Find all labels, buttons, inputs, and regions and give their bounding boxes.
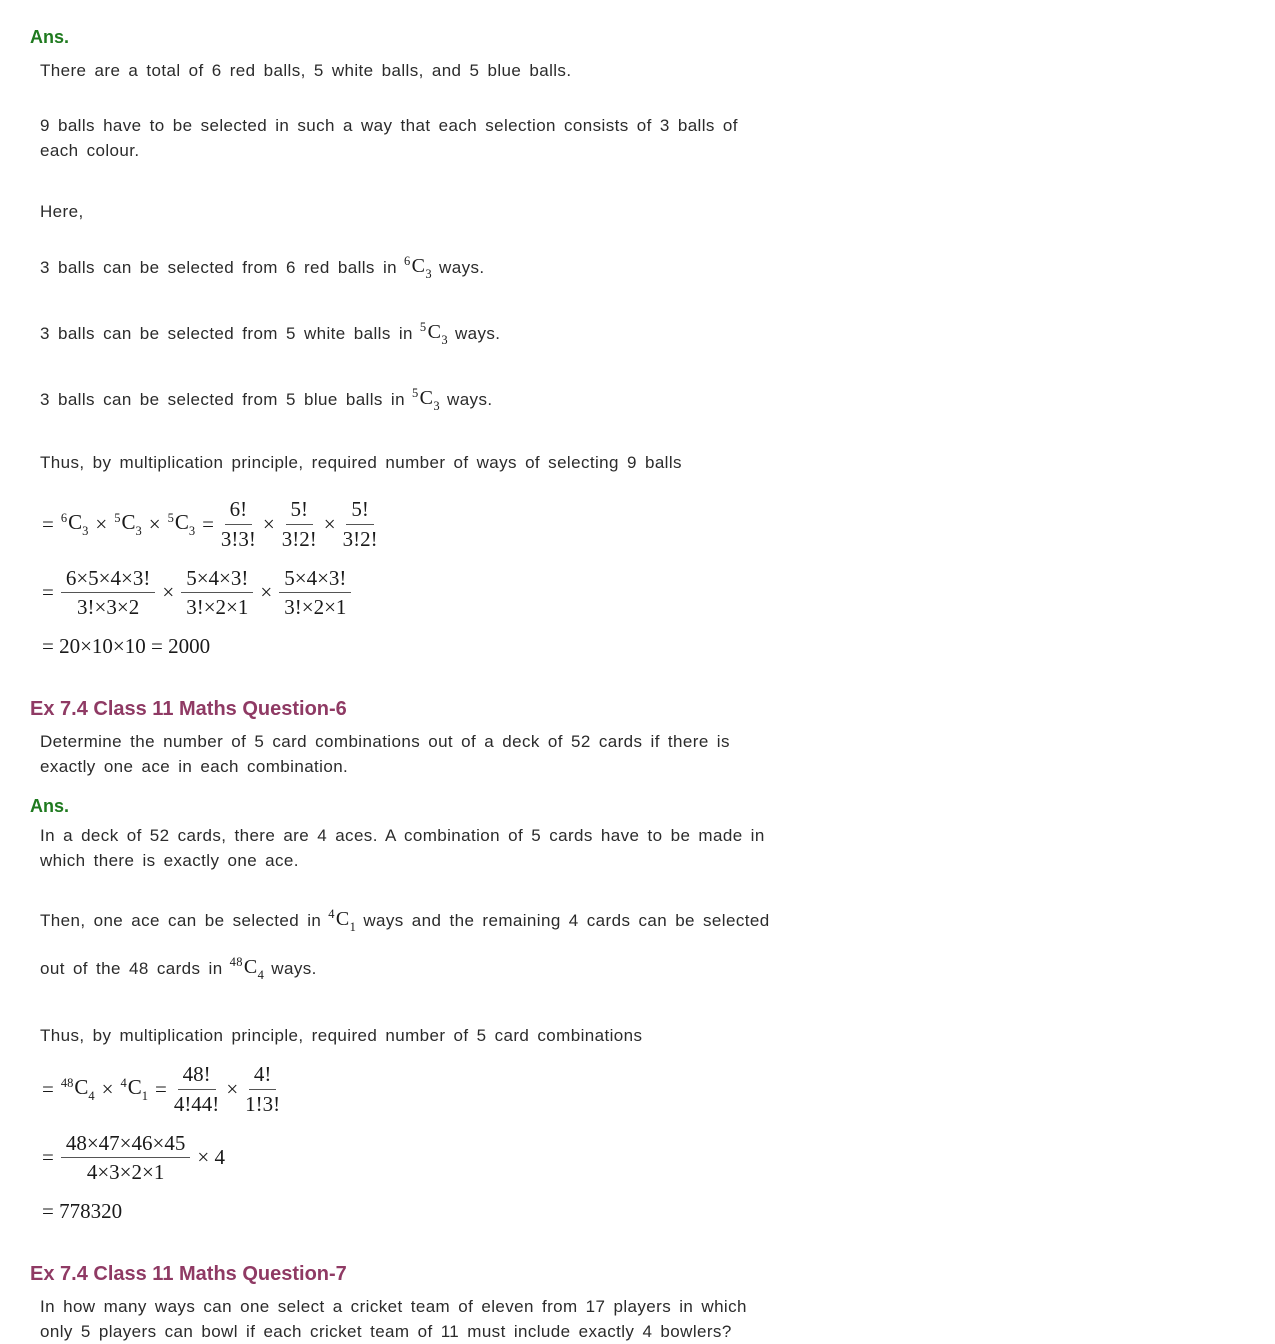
ncr-term: $^6C_3$ [60,509,89,538]
equals-sign: = [42,1145,54,1170]
equals-sign: = [42,511,54,536]
statement-text: Then, one ace can be selected in [40,911,322,931]
formula-result: = 20×10×10 = 2000 [42,634,211,659]
times-sign: × [101,1076,114,1101]
fraction: $\frac{5!}{3!2!}$ [281,497,317,551]
times-sign: × [95,511,108,536]
ncr-term: $^4C_1$ [120,1074,148,1103]
question-line: Determine the number of 5 card combinations out of a deck of 52 cards if there is [40,732,730,752]
question-text [40,729,1235,779]
answer-label: Ans. [30,27,70,47]
formula-line [42,497,1235,552]
equals-sign: = [42,1076,54,1101]
paragraph: There are a total of 6 red balls, 5 white balls, and 5 blue balls. [40,61,572,80]
fraction: $\frac{48\times 47\times 46\times 45}{4\times 3\times 2\times 1}$ [61,1131,191,1186]
ncr-term: $^5C_3$ [419,320,448,347]
formula-result: = 778320 [42,1199,123,1224]
ncr-term: $^{48}C_4$ [60,1074,95,1103]
question-text [40,1294,1235,1344]
equals-sign: = [42,580,54,605]
answer-label: Ans. [30,796,70,817]
statement-with-math [40,382,1235,418]
paragraph-line: each colour. [40,141,140,160]
times-sign: × [148,511,161,536]
paragraph [40,113,1235,163]
times-sign: × [162,580,175,605]
times-sign: × [260,580,273,605]
paragraph: Thus, by multiplication principle, required number of ways of selecting 9 balls [40,453,682,472]
ncr-term: $^5C_3$ [114,509,142,538]
paragraph-line: 9 balls have to be selected in such a way that each selection consists of 3 balls of [40,116,738,135]
statement-text: 3 balls can be selected from 5 white balls in [40,324,413,343]
statement-text: ways and the remaining 4 cards can be selected [363,911,770,931]
equals-sign: = [154,1076,167,1101]
question-line: only 5 players can bowl if each cricket team of 11 must include exactly 4 bowlers? [40,1322,732,1342]
statement-text: 3 balls can be selected from 5 blue balls in [40,390,405,409]
ncr-term: $^5C_3$ [167,509,196,538]
ncr-term: $^{48}C_4$ [229,955,265,983]
ncr-term: $^4C_1$ [328,907,357,935]
times-sign: × [226,1076,239,1101]
paragraph-line: which there is exactly one ace. [40,851,299,871]
paragraph: Here, [40,202,84,221]
statement-with-math [40,316,1235,352]
paragraph-line: In a deck of 52 cards, there are 4 aces. A combination of 5 cards have to be made in [40,826,765,846]
question-heading: Ex 7.4 Class 11 Maths Question-7 [30,1263,347,1286]
statement-with-math [40,250,1235,286]
statement-with-math [40,903,1235,939]
fraction: $\frac{5!}{3!2!}$ [342,497,378,551]
question-heading: Ex 7.4 Class 11 Maths Question-6 [30,698,347,721]
paragraph [40,823,1235,873]
ncr-term: $^6C_3$ [403,254,433,281]
fraction: $\frac{6\times 5\times 4\times 3!}{3!\times 3\times 2}$ [61,566,156,621]
statement-text: ways. [439,258,485,277]
paragraph: Thus, by multiplication principle, required number of 5 card combinations [40,1026,643,1046]
times-sign: × [262,511,275,536]
question-line: exactly one ace in each combination. [40,757,349,777]
statement-text: out of the 48 cards in [40,959,223,979]
statement-with-math [40,951,1235,987]
question-line: In how many ways can one select a cricket team of eleven from 17 players in which [40,1297,747,1317]
statement-text: ways. [454,324,501,343]
statement-text: ways. [271,959,317,979]
formula-line [42,1062,1235,1117]
formula-line [42,1131,1235,1186]
ncr-term: $^5C_3$ [411,386,441,413]
equals-sign: = [202,511,214,536]
fraction: $\frac{6!}{3!3!}$ [220,497,256,551]
statement-text: 3 balls can be selected from 6 red balls in [40,258,397,277]
formula-line [42,566,1235,621]
times-sign: × [323,511,336,536]
fraction: $\frac{5\times 4\times 3!}{3!\times 2\times 1}$ [279,566,351,621]
times-term: × 4 [197,1145,225,1170]
fraction: $\frac{48!}{4!44!}$ [173,1062,220,1116]
statement-text: ways. [447,390,493,409]
fraction: $\frac{5\times 4\times 3!}{3!\times 2\times 1}$ [181,566,253,621]
fraction: $\frac{4!}{1!3!}$ [245,1062,281,1116]
